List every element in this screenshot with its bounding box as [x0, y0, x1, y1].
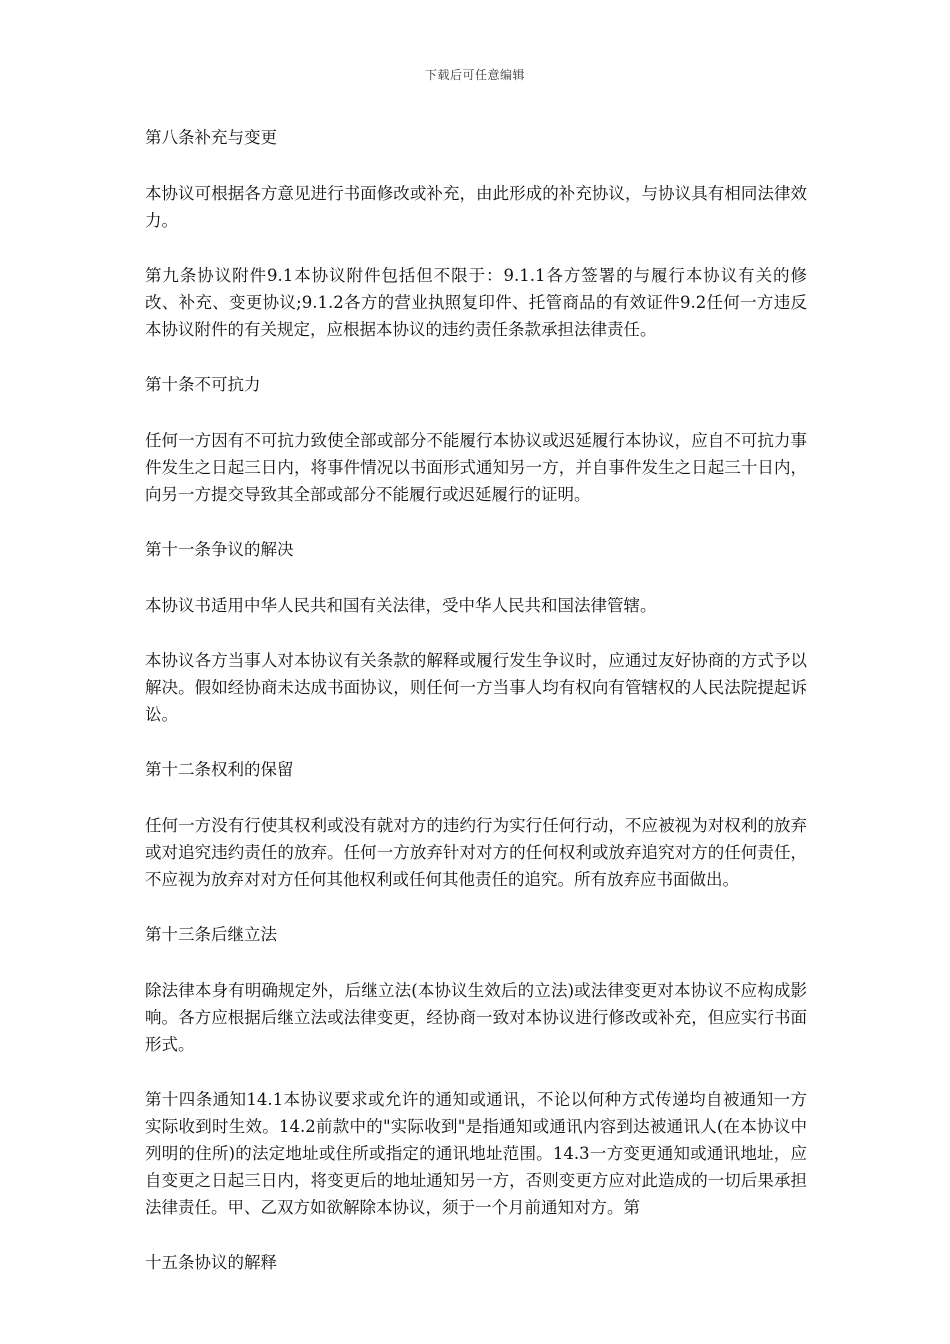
article-10-heading: 第十条不可抗力 [145, 375, 261, 394]
article-11-body-2: 本协议各方当事人对本协议有关条款的解释或履行发生争议时，应通过友好协商的方式予以解决。假如经协商未达成书面协议，则任何一方当事人均有权向有管辖权的人民法院提起诉讼。 [145, 651, 807, 724]
page-header: 下载后可任意编辑 [424, 68, 525, 82]
article-11-heading: 第十一条争议的解决 [145, 540, 294, 559]
article-8-heading: 第八条补充与变更 [145, 128, 277, 147]
article-13-body: 除法律本身有明确规定外，后继立法(本协议生效后的立法)或法律变更对本协议不应构成影响。各方应根据后继立法或法律变更，经协商一致对本协议进行修改或补充，但应实行书面形式。 [145, 981, 807, 1054]
article-8-body: 本协议可根据各方意见进行书面修改或补充，由此形成的补充协议，与协议具有相同法律效力。 [145, 184, 807, 230]
article-12-heading: 第十二条权利的保留 [145, 760, 294, 779]
article-11-body-1: 本协议书适用中华人民共和国有关法律，受中华人民共和国法律管辖。 [145, 596, 657, 615]
document-body [145, 124, 807, 1305]
article-10-body: 任何一方因有不可抗力致使全部或部分不能履行本协议或迟延履行本协议，应自不可抗力事件发生之日起三日内，将事件情况以书面形式通知另一方，并自事件发生之日起三十日内，向另一方提交导致其全部或部分不能履行或迟延履行的证明。 [145, 431, 807, 504]
article-12-body: 任何一方没有行使其权利或没有就对方的违约行为实行任何行动，不应被视为对权利的放弃或对追究违约责任的放弃。任何一方放弃针对对方的任何权利或放弃追究对方的任何责任，不应视为放弃对对方任何其他权利或任何其他责任的追究。所有放弃应书面做出。 [145, 816, 807, 889]
article-13-heading: 第十三条后继立法 [145, 925, 277, 944]
article-15-heading: 十五条协议的解释 [145, 1253, 277, 1272]
article-9-body: 第九条协议附件9.1本协议附件包括但不限于：9.1.1各方签署的与履行本协议有关的修改、补充、变更协议;9.1.2各方的营业执照复印件、托管商品的有效证件9.2任何一方违反本协议附件的有关规定，应根据本协议的违约责任条款承担法律责任。 [145, 266, 807, 339]
article-14-body: 第十四条通知14.1本协议要求或允许的通知或通讯，不论以何种方式传递均自被通知一方实际收到时生效。14.2前款中的"实际收到"是指通知或通讯内容到达被通讯人(在本协议中列明的住所)的法定地址或住所或指定的通讯地址范围。14.3一方变更通知或通讯地址，应自变更之日起三日内，将变更后的地址通知另一方，否则变更方应对此造成的一切后果承担法律责任。甲、乙双方如欲解除本协议，须于一个月前通知对方。第 [145, 1090, 807, 1217]
